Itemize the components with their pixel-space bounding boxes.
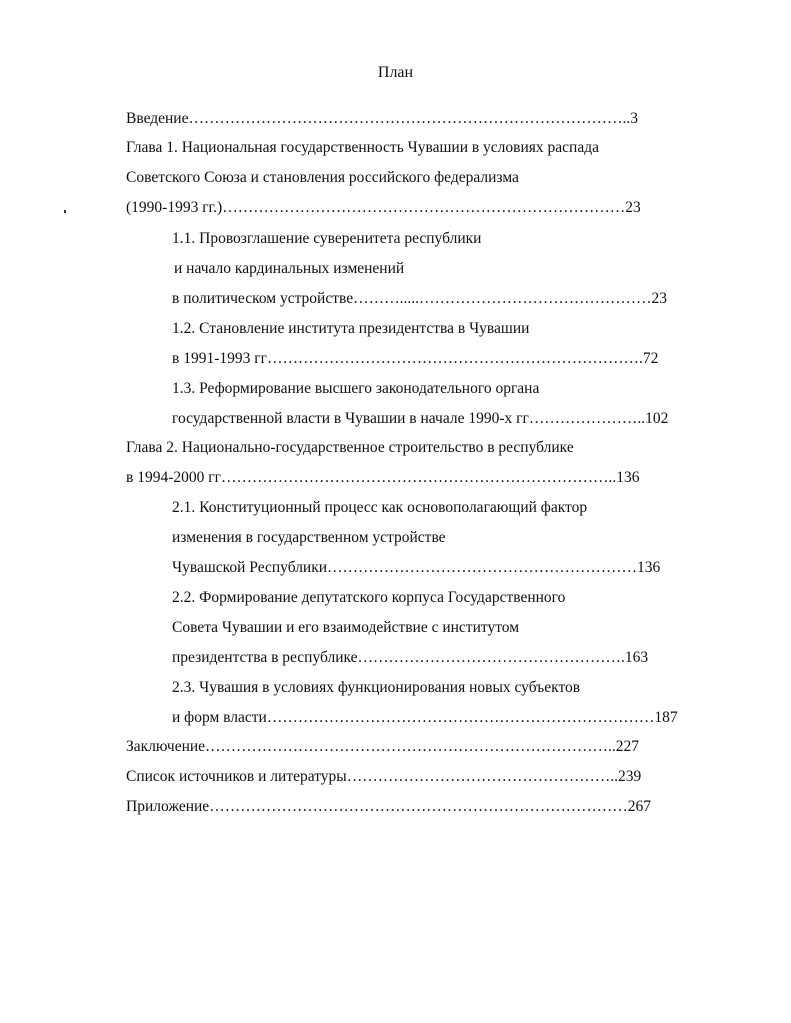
toc-line: 2.1. Конституционный процесс как основополагающий фактор <box>172 499 588 516</box>
toc-line: Глава 1. Национальная государственность Чувашии в условиях распада <box>126 139 599 156</box>
toc-line: в политическом устройстве……….....………………………………………23 <box>172 290 667 307</box>
toc-line: изменения в государственном устройстве <box>172 529 446 546</box>
toc-line: и форм власти…………………………………………………………………187 <box>172 709 678 726</box>
page-title: План <box>377 64 414 81</box>
toc-line: 2.2. Формирование депутатского корпуса Государственного <box>172 589 566 606</box>
stray-mark <box>64 210 66 213</box>
toc-line: Приложение………………………………………………………………………267 <box>126 798 651 815</box>
toc-line: в 1994-2000 гг…………………………………………………………………..136 <box>126 469 640 486</box>
toc-line: и начало кардинальных изменений <box>174 260 405 277</box>
toc-line: 1.3. Реформирование высшего законодательного органа <box>172 380 540 397</box>
toc-line: 2.3. Чувашия в условиях функционирования новых субъектов <box>172 679 581 696</box>
toc-line: Совета Чувашии и его взаимодействие с институтом <box>172 619 520 636</box>
toc-line: Список источников и литературы……………………………………………..239 <box>126 768 642 785</box>
toc-line: Введение…………………………………………………………………………..3 <box>126 110 638 127</box>
toc-line: 1.1. Провозглашение суверенитета республики <box>172 230 482 247</box>
toc-line: Заключение……………………………………………………………………..227 <box>126 738 640 755</box>
toc-line: в 1991-1993 гг……………………………………………………………….72 <box>172 350 659 367</box>
toc-line: 1.2. Становление института президентства в Чувашии <box>172 320 530 337</box>
toc-line: президентства в республике…………………………………………….163 <box>172 649 649 666</box>
toc-line: Советского Союза и становления российского федерализма <box>126 169 519 186</box>
toc-line: государственной власти в Чувашии в начале 1990-х гг…………………..102 <box>172 410 669 427</box>
toc-line: Глава 2. Национально-государственное строительство в республике <box>126 439 574 456</box>
toc-line: (1990-1993 гг.)……………………………………………………………………23 <box>126 199 641 216</box>
toc-line: Чувашской Республики……………………………………………………136 <box>172 559 661 576</box>
